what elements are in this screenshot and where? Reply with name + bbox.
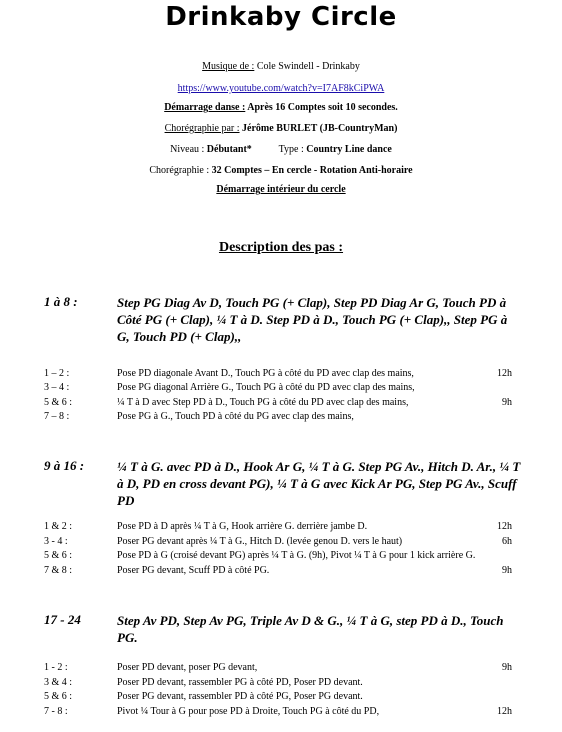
step-counts: 5 & 6 :	[44, 550, 73, 561]
level-type-line	[0, 143, 562, 156]
step-orientation: 9h	[502, 397, 512, 408]
step-row	[0, 381, 562, 394]
step-description: Pose PD à D après ¼ T à G, Hook arrière G. derrière jambe D.	[117, 521, 368, 532]
step-description: Poser PG devant, Scuff PD à côté PG.	[117, 565, 270, 576]
step-row	[0, 535, 562, 548]
music-value: Cole Swindell - Drinkaby	[254, 61, 360, 72]
step-counts: 7 - 8 :	[44, 706, 68, 717]
step-row	[0, 549, 562, 562]
choreographer-label: Chorégraphie par :	[164, 123, 240, 134]
step-description: Pose PG à G., Touch PD à côté du PG avec clap des mains,	[117, 411, 354, 422]
start-line	[0, 101, 562, 114]
step-row	[0, 564, 562, 577]
step-row	[0, 396, 562, 409]
music-label: Musique de :	[202, 61, 255, 72]
step-description: Poser PG devant, rassembler PD à côté PG, Poser PG devant.	[117, 691, 363, 702]
section-1-summary: Step PG Diag Av D, Touch PG (+ Clap), Step PD Diag Ar G, Touch PD à Côté PG (+ Clap), ¼ T à D. Step PD à D., Touch PG (+ Clap),, Step PG à G, Touch PD (+ Clap),,	[117, 295, 508, 344]
step-counts: 3 - 4 :	[44, 536, 68, 547]
step-orientation: 12h	[497, 521, 512, 532]
step-counts: 1 - 2 :	[44, 662, 68, 673]
step-description: Pose PD diagonale Avant D., Touch PG à côté du PD avec clap des mains,	[117, 368, 414, 379]
step-row	[0, 367, 562, 380]
step-description: Pose PG diagonal Arrière G., Touch PG à côté du PD avec clap des mains,	[117, 382, 415, 393]
level-value: Débutant*	[206, 144, 252, 155]
step-row	[0, 676, 562, 689]
music-line	[0, 60, 562, 73]
choreography-label: Chorégraphie :	[149, 165, 212, 176]
step-counts: 5 & 6 :	[44, 691, 73, 702]
start-value: Après 16 Comptes soit 10 secondes.	[245, 102, 398, 113]
section-1-label: 1 à 8 :	[44, 294, 78, 309]
step-row	[0, 705, 562, 718]
choreography-value: 32 Comptes – En cercle - Rotation Anti-horaire	[211, 165, 413, 176]
step-orientation: 9h	[502, 662, 512, 673]
type-label: Type :	[278, 144, 307, 155]
step-row	[0, 690, 562, 703]
inner-start-line: Démarrage intérieur du cercle	[216, 184, 346, 195]
step-counts: 7 – 8 :	[44, 411, 70, 422]
step-row	[0, 520, 562, 533]
document-title: Drinkaby Circle	[165, 2, 397, 32]
step-description: Poser PD devant, rassembler PG à côté PD, Poser PD devant.	[117, 677, 363, 688]
step-description: Poser PD devant, poser PG devant,	[117, 662, 258, 673]
type-value: Country Line dance	[306, 144, 392, 155]
video-link[interactable]: https://www.youtube.com/watch?v=I7AF8kCiPWA	[177, 83, 385, 94]
step-counts: 3 – 4 :	[44, 382, 70, 393]
step-counts: 1 & 2 :	[44, 521, 73, 532]
video-link-line	[0, 82, 562, 95]
step-orientation: 12h	[497, 368, 512, 379]
choreographer-value: Jérôme BURLET (JB-CountryMan)	[239, 123, 398, 134]
step-counts: 1 – 2 :	[44, 368, 70, 379]
step-row	[0, 410, 562, 423]
choreographer-line	[0, 122, 562, 135]
step-orientation: 12h	[497, 706, 512, 717]
step-orientation: 9h	[502, 565, 512, 576]
step-description: Pose PD à G (croisé devant PG) après ¼ T à G. (9h), Pivot ¼ T à G pour 1 kick arrière G.	[117, 550, 476, 561]
section-3-summary: Step Av PD, Step Av PG, Triple Av D & G., ¼ T à G, step PD à D., Touch PG.	[117, 613, 504, 645]
step-counts: 7 & 8 :	[44, 565, 73, 576]
level-label: Niveau :	[170, 144, 207, 155]
step-description: Pivot ¼ Tour à G pour pose PD à Droite, Touch PG à côté du PD,	[117, 706, 380, 717]
section-2-label: 9 à 16 :	[44, 458, 85, 473]
start-label: Démarrage danse :	[164, 102, 246, 113]
section-3-label: 17 - 24	[44, 612, 81, 627]
section-2-summary: ¼ T à G. avec PD à D., Hook Ar G, ¼ T à G. Step PG Av., Hitch D. Ar., ¼ T à D, PD en cross devant PG), ¼ T à G avec Kick Ar PG, Step PG Av., Scuff PD	[117, 459, 521, 508]
step-orientation: 6h	[502, 536, 512, 547]
description-heading: Description des pas :	[218, 240, 344, 255]
step-row	[0, 661, 562, 674]
step-description: ¼ T à D avec Step PD à D., Touch PG à côté du PD avec clap des mains,	[117, 397, 409, 408]
choreography-line	[0, 164, 562, 177]
step-counts: 5 & 6 :	[44, 397, 73, 408]
step-description: Poser PG devant après ¼ T à G., Hitch D. (levée genou D. vers le haut)	[117, 536, 403, 547]
step-counts: 3 & 4 :	[44, 677, 73, 688]
